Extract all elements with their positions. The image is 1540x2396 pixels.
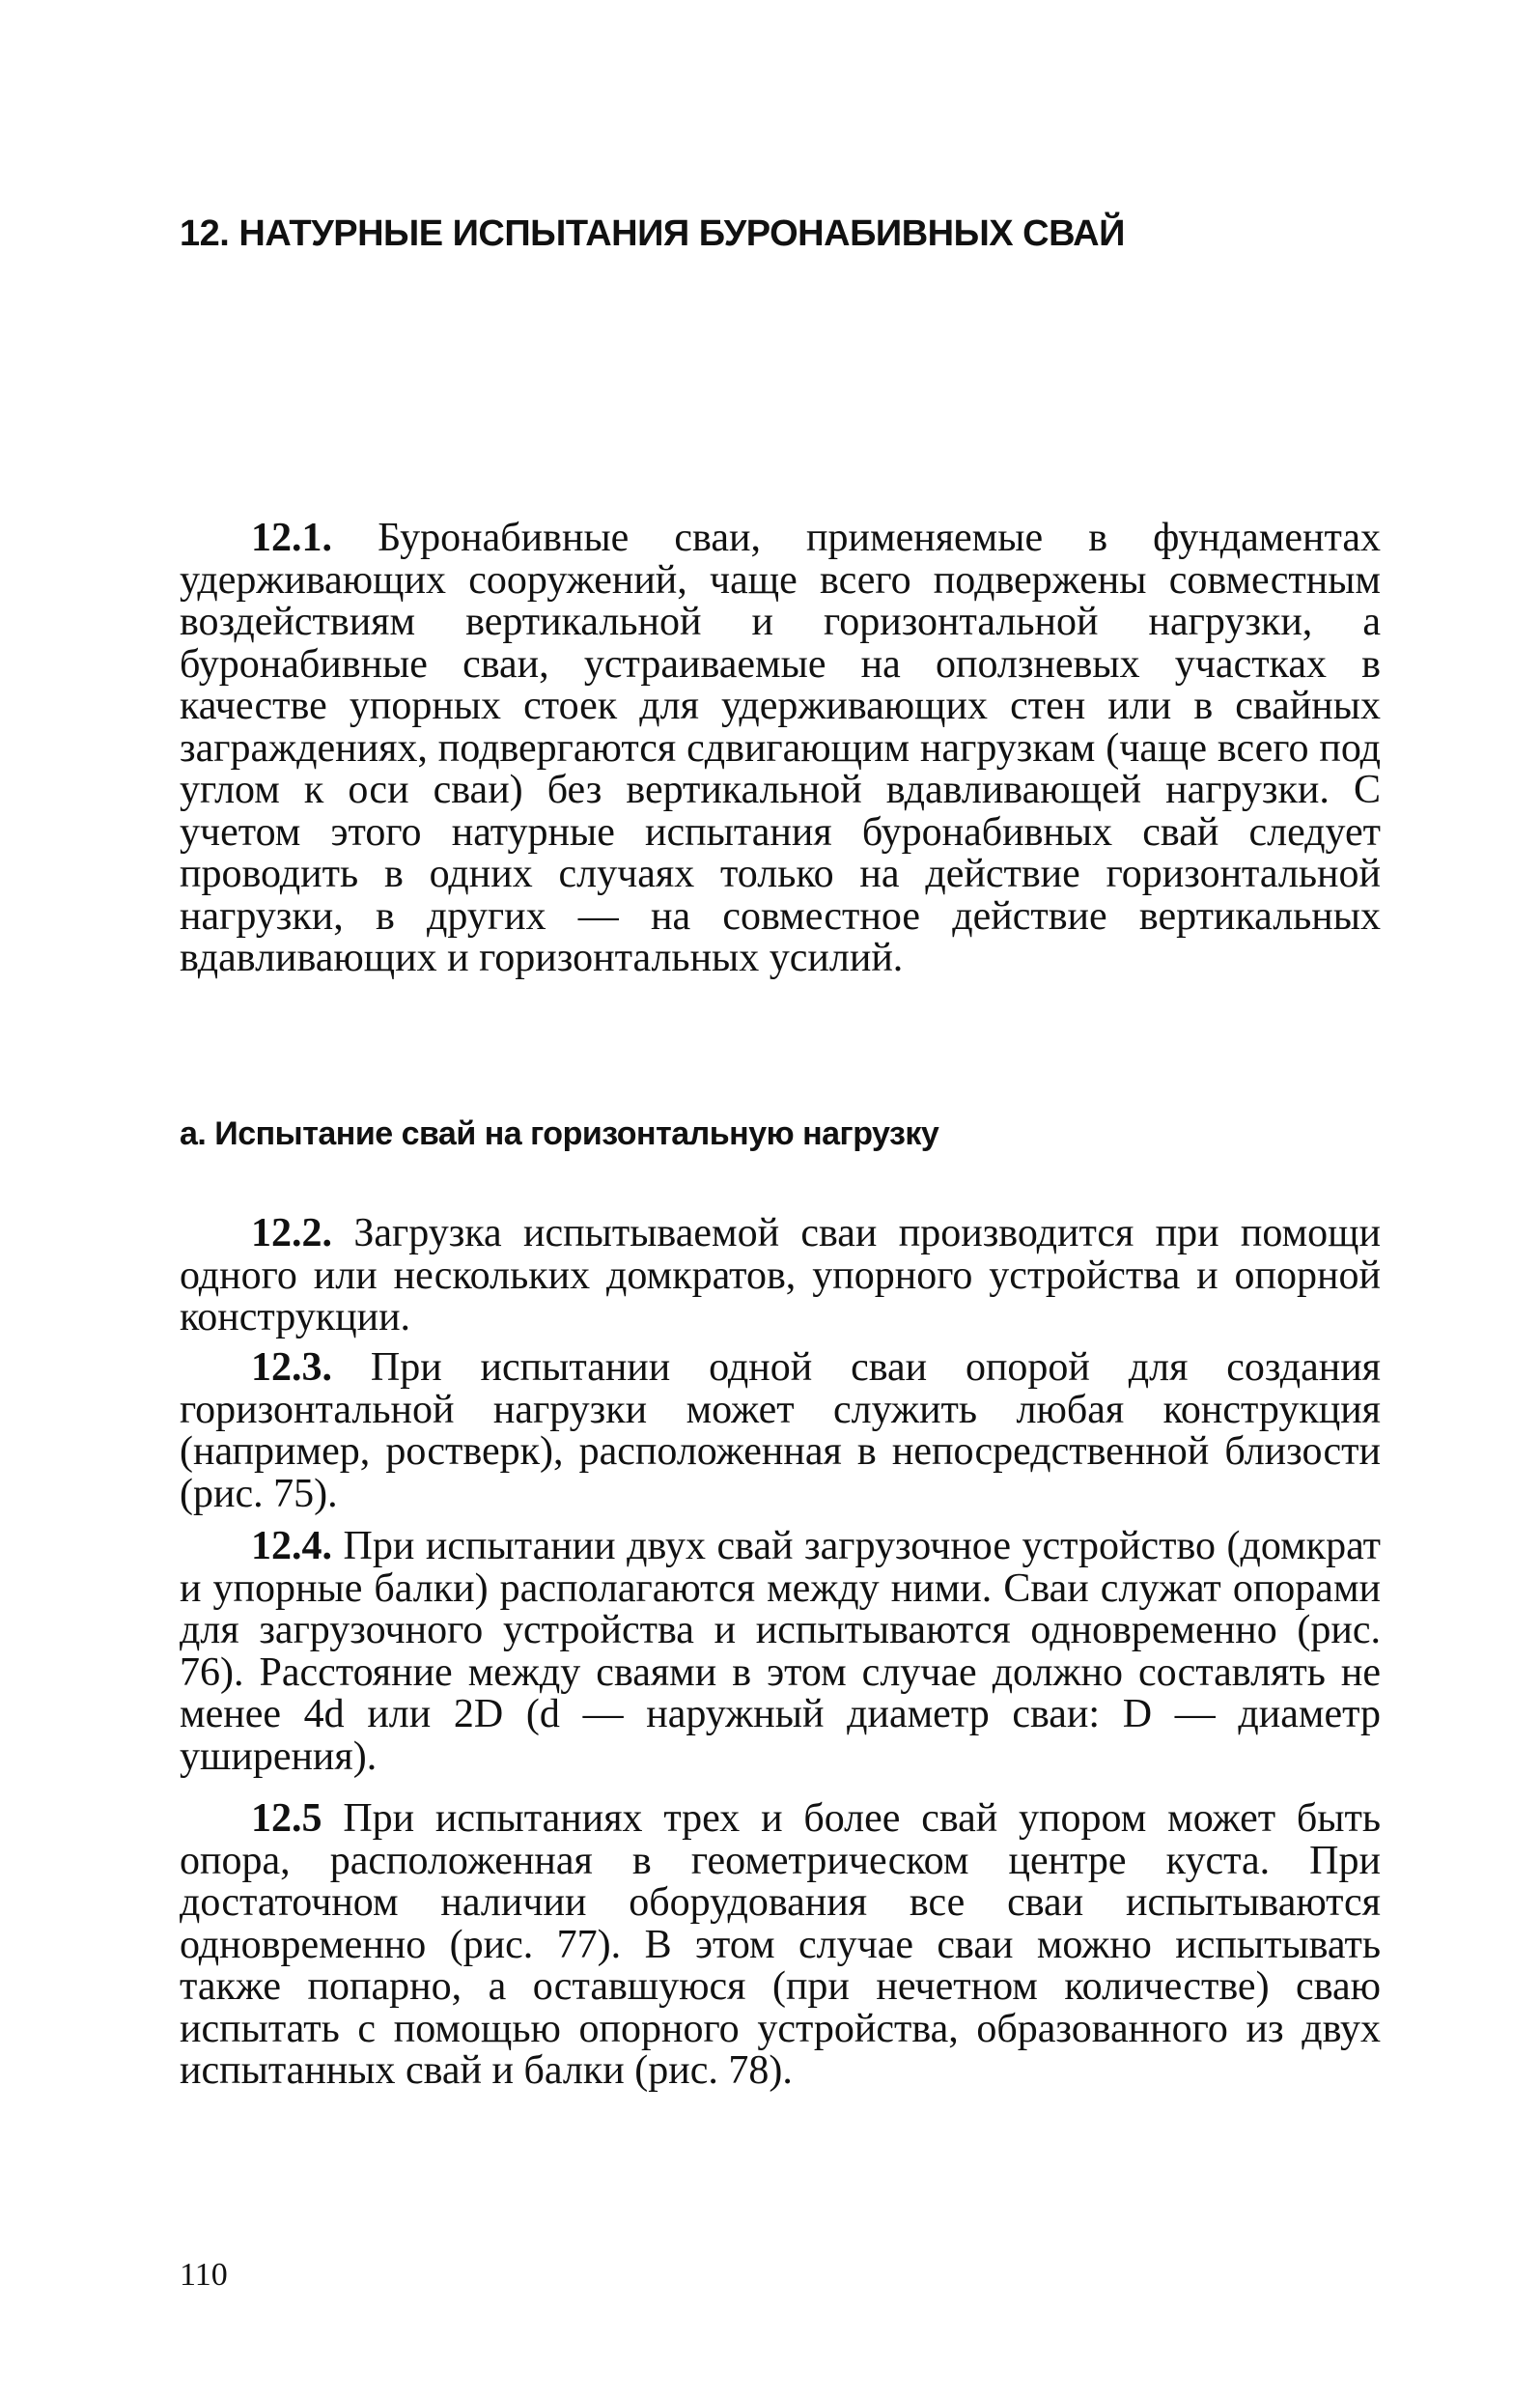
paragraph-number: 12.3. bbox=[251, 1345, 332, 1390]
paragraph-12-2 bbox=[180, 1213, 1381, 1339]
paragraph-12-4 bbox=[180, 1526, 1381, 1778]
paragraph-text: При испытаниях трех и более свай упором может быть опора, расположенная в геометрическом центре куста. При достаточном наличии оборудования все сваи испытываются одновременно (рис. 77). В этом случае сваи можно испытывать также попарно, а оставшуюся (при нечетном количестве) сваю испытать с помощью опорного устройства, образованного из двух испытанных свай и балки (рис. 78). bbox=[180, 1796, 1382, 2093]
paragraph-12-5 bbox=[180, 1798, 1381, 2093]
paragraph-number: 12.2. bbox=[251, 1211, 332, 1255]
paragraph-number: 12.1. bbox=[251, 516, 332, 560]
paragraph-text: Загрузка испытываемой сваи производится при помощи одного или нескольких домкратов, упорного устройства и опорной конструкции. bbox=[180, 1211, 1381, 1339]
paragraph-text: Буронабивные сваи, применяемые в фундаментах удерживающих сооружений, чаще всего подвержены совместным воздействиям вертикальной и горизонтальной нагрузки, а буронабивные сваи, устраиваемые на оползневых участках в качестве упорных стоек для удерживающих стен или в свайных заграждениях, подвергаются сдвигающим нагрузкам (чаще всего под углом к оси сваи) без вертикальной вдавливающей нагрузки. С учетом этого натурные испытания буронабивных свай следует проводить в одних случаях только на действие горизонтальной нагрузки, в других — на совместное действие вертикальных вдавливающих и горизонтальных усилий. bbox=[180, 516, 1382, 980]
paragraph-number: 12.5 bbox=[251, 1796, 322, 1841]
paragraph-number: 12.4. bbox=[251, 1524, 332, 1568]
chapter-title: 12. НАТУРНЫЕ ИСПЫТАНИЯ БУРОНАБИВНЫХ СВАЙ bbox=[180, 213, 1125, 254]
paragraph-text: При испытании двух свай загрузочное устройство (домкрат и упорные балки) располагаются между ними. Сваи служат опорами для загрузочного устройства и испытываются одновременно (рис. 76). Расстояние между сваями в этом случае должно составлять не менее 4d или 2D (d — наружный диаметр сваи: D — диаметр уширения). bbox=[180, 1524, 1381, 1779]
section-title: а. Испытание свай на горизонтальную нагрузку bbox=[180, 1115, 939, 1152]
paragraph-text: При испытании одной сваи опорой для создания горизонтальной нагрузки может служить любая конструкция (например, ростверк), расположенная в непосредственной близости (рис. 75). bbox=[180, 1345, 1381, 1516]
page-number: 110 bbox=[180, 2257, 228, 2293]
paragraph-12-1 bbox=[180, 518, 1381, 980]
paragraph-12-3 bbox=[180, 1347, 1381, 1515]
